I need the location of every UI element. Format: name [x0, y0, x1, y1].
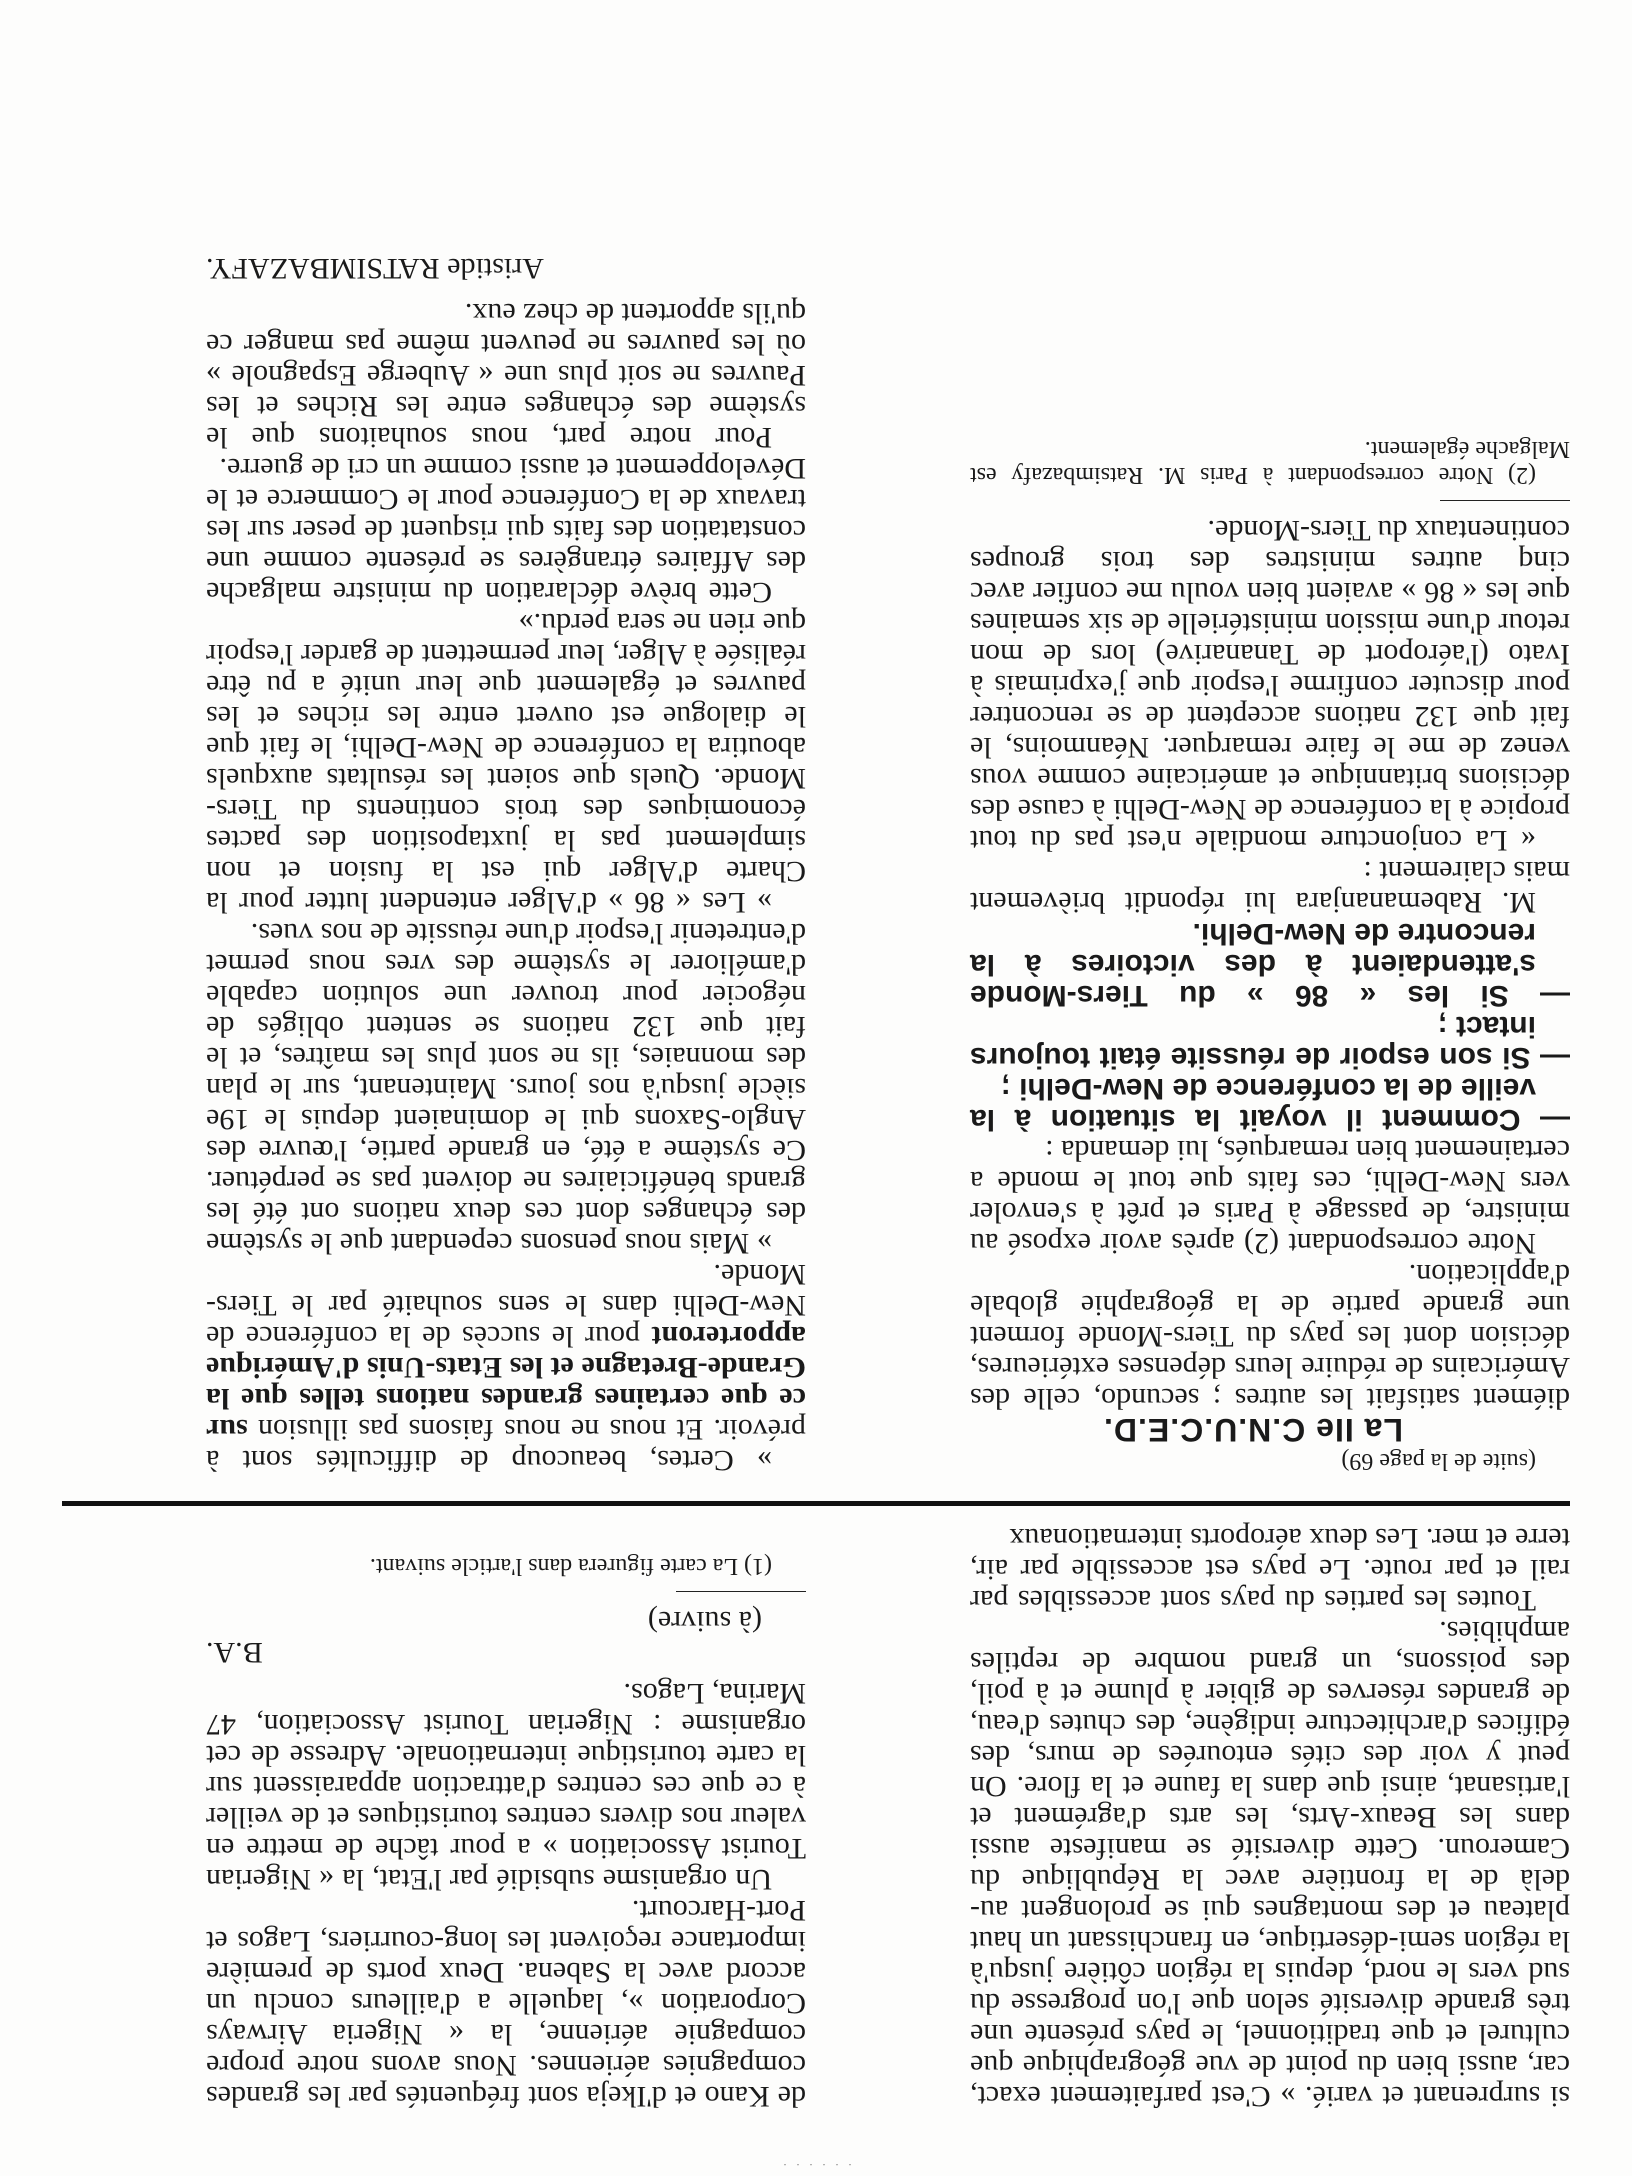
bottom-right-paragraph-1 [206, 1259, 806, 1476]
bottom-right-paragraph-1-bold: sur ce que certaines grandes nations telles que la Grande-Bretagne et les Etats-Unis d'Amérique apporteront [206, 1320, 806, 1446]
top-left-paragraph-2: Toutes les parties du pays sont accessibles par rail et par route. Le pays est accessible par air, terre et mer. Les deux aéroports internationaux [970, 1522, 1570, 1617]
to-follow-label: (à suivre) [647, 1605, 762, 1638]
author-signature: Aristide RATSIMBAZAFY. [206, 252, 544, 285]
footnote-rule [676, 1591, 806, 1592]
bottom-left-column [970, 436, 1570, 1476]
question-3: — Si les « 86 » du Tiers-Monde s'attendaient à des victoires à la rencontre de New-Delhi. [970, 917, 1570, 1012]
section-divider [62, 1501, 1570, 1506]
bottom-right-paragraph-3: » Les « 86 » d'Alger entendent lutter pour la Charte d'Alger qui est la fusion et non simplement pas la juxtaposition des pactes économiques des trois continents du Tiers-Monde. Quels que soient les résultats auxquels aboutira la conférence de New-Delhi, le fait que le dialogue est ouvert entre les riches et les pauvres et également que leur unité a pu être réalisée à Alger, leur permettent de garder l'espoir que rien ne sera perdu.» [206, 607, 806, 919]
bottom-right-paragraph-5: Pour notre part, nous souhaitons que le système des échanges entre les Riches et les Pauvres ne soit plus une « Auberge Espagnole » où les pauvres ne peuvent même pas manger ce qu'ils apportent de chez eux. [206, 297, 806, 454]
footnote-rule-2 [1440, 500, 1570, 501]
bottom-left-paragraph-3: M. Rabemananjara lui répondit brièvement mais clairement : [970, 855, 1570, 919]
bottom-right-paragraph-2: » Mais nous pensons cependant que le système des échanges dont ces deux nations ont été les grands bénéficiaires ne doivent pas se perpétuer. Ce système a été, en grande partie, l'œuvre des Anglo-Saxons qui le dominaient depuis le 19e siècle jusqu'à nos jours. Maintenant, sur le plan des monnaies, ils ne sont plus les maîtres, et le fait que 132 nations se sentent obligés de négocier pour trouver une solution capable d'améliorer le système des vres nous permet d'entretenir l'espoir d'une réussite de nos vues. [206, 917, 806, 1260]
top-left-column [970, 1523, 1570, 2112]
bottom-right-paragraph-1-pre: » Certes, beaucoup de difficultés sont à prévoir. Et nous ne nous faisons pas illusion [206, 1413, 806, 1477]
top-right-column [206, 1553, 806, 2112]
continued-from: (suite de la page 69) [1341, 1448, 1536, 1474]
question-1: — Comment il voyait la situation à la veille de la conférence de New-Delhi ; [970, 1072, 1570, 1136]
top-right-paragraph-2: Un organisme subsidié par l'Etat, la « Nigerian Tourist Association » a pour tâche de mettre en valeur nos divers centres touristiques et de veiller à ce que ces centres d'attraction apparaissent sur la carte touristique internationale. Adresse de cet organisme : Nigerian Tourist Association, 47 Marina, Lagos. [206, 1677, 806, 1896]
question-2: — Si son espoir de réussite était toujours intact ; [970, 1010, 1570, 1074]
bottom-right-paragraph-4: Cette brève déclaration du ministre malgache des Affaires étrangères se présente comme une constatation des faits qui risquent de peser sur les travaux de la Conférence pour le Commerce et le Développement et aussi comme un cri de guerre. [206, 452, 806, 609]
bottom-right-paragraph-1-post: pour le succès de la conférence de New-Delhi dans le sens souhaité par le Tiers-Monde. [206, 1258, 806, 1353]
bottom-left-paragraph-2: Notre correspondant (2) après avoir exposé au ministre, de passage à Paris et prêt à s'envoler vers New-Delhi, ces faits que tout le monde a certainement bien remarqués, lui demanda : [970, 1134, 1570, 1260]
article-heading: La IIe C.N.U.C.E.D. [1103, 1412, 1403, 1448]
bottom-left-footnote: (2) Notre correspondant à Paris M. Ratsimbazafy est Malgache également. [970, 436, 1570, 488]
scan-specks: · · · · · · [780, 2158, 852, 2172]
top-right-signature: B.A. [206, 1636, 263, 1669]
bottom-right-column [206, 253, 806, 1476]
top-right-footnote: (1) La carte figurera dans l'article suivant. [369, 1553, 772, 1579]
top-right-paragraph-1: de Kano et d'Ikeja sont fréquentés par les grandes compagnies aériennes. Nous avons notre propre compagnie aérienne, la « Nigeria Airways Corporation », laquelle a d'ailleurs conclu un accord avec la Sabena. Deux ports de première importance reçoivent les long-courriers, Lagos et Port-Harcourt. [206, 1894, 806, 2113]
bottom-left-paragraph-1: diément satisfait les autres ; secundo, celle des Américains de réduire leurs dépenses extérieures, décision dont les pays du Tiers-Monde forment une grande partie de la géographie globale d'application. [970, 1258, 1570, 1415]
bottom-left-paragraph-4: « La conjoncture mondiale n'est pas du tout propice à la conférence de New-Delhi à cause des décisions britannique et américaine comme vous venez de me le faire remarquer. Néanmoins, le fait que 132 nations acceptent de se rencontrer pour discuter confirme l'espoir que j'exprimais à Ivato (l'aéroport de Tananarive) lors de mon retour d'une mission ministérielle de six semaines que les « 86 » avaient bien voulu me confier avec cinq autres ministres des trois groupes continentaux du Tiers-Monde. [970, 514, 1570, 857]
top-left-paragraph-1: si surprenant et varié. » C'est parfaitement exact, car, aussi bien du point de vue géographique que culturel et que traditionnel, le pays présente une très grande diversité selon que l'on progresse du sud vers le nord, depuis la région côtière jusqu'à la région semi-désertique, en franchissant un haut plateau et des montagnes qui se prolongent au-delà de la frontière avec la République du Cameroun. Cette diversité se manifeste aussi dans les Beaux-Arts, les arts d'agrément et l'artisanat, ainsi que dans la faune et la flore. On peut y voir des cités entourées de murs, des édifices d'architecture indigène, des chutes d'eau, de grandes réserves de gibier à plume et à poil, des poissons, un grand nombre de reptiles amphibies. [970, 1615, 1570, 2113]
